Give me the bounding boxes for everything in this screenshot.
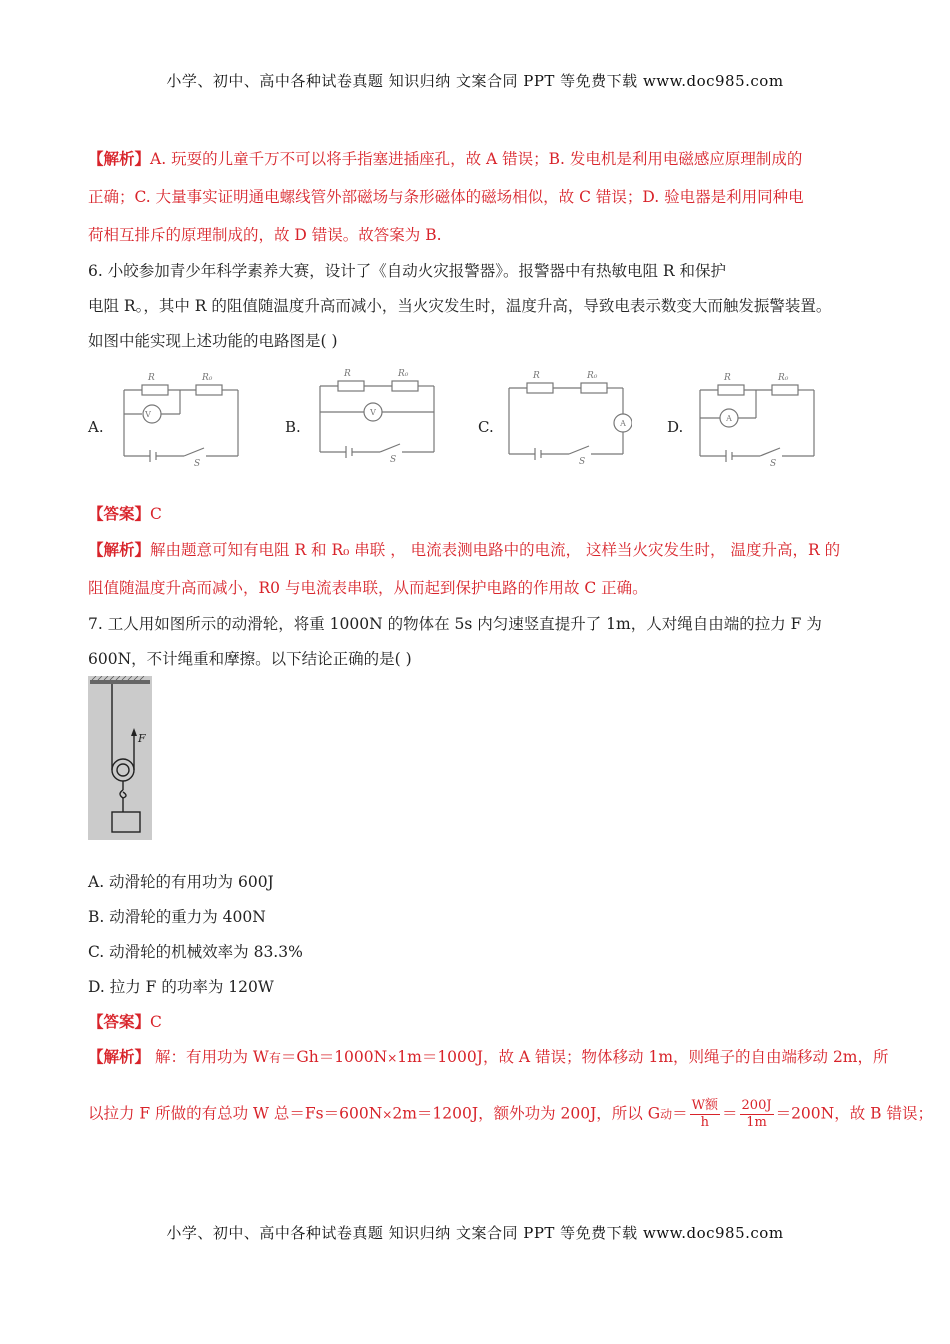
- q7-answer-value: C: [150, 1013, 162, 1031]
- resistor-r0-label: R₀: [778, 373, 789, 383]
- fraction-numerator: W额: [691, 1098, 719, 1113]
- q7-stem-line-2: 600N，不计绳重和摩擦。以下结论正确的是( ): [88, 650, 412, 668]
- resistor-r-label: R: [148, 373, 155, 383]
- q6-stem-line-3: 如图中能实现上述功能的电路图是( ): [88, 332, 338, 350]
- answer-label: 【答案】: [88, 504, 151, 523]
- force-f-label: F: [138, 732, 146, 745]
- page-header: 小学、初中、高中各种试卷真题 知识归纳 文案合同 PPT 等免费下载 www.doc985.com: [166, 72, 784, 90]
- q7-analysis-text: ＝200N，故 B 错误；: [775, 1104, 933, 1123]
- fraction-200j-over-1m: [740, 1098, 774, 1131]
- switch-label: S: [770, 459, 777, 466]
- q7-analysis-text: ＝Gh＝1000N: [280, 1048, 388, 1066]
- resistor-r-label: R: [344, 369, 351, 379]
- q7-analysis-text: ，额外功为 200J，所以 G: [478, 1104, 661, 1123]
- q6-analysis-text-1: 解由题意可知有电阻 R 和 R₀ 串联 ， 电流表测电路中的电流， 这样当火灾发生时， 温度升高，R 的: [150, 541, 841, 559]
- resistor-r0-label: R₀: [587, 371, 598, 381]
- circuit-diagram-b: [308, 362, 443, 462]
- pulley-photo: [88, 676, 152, 840]
- fraction-w-over-h: [690, 1098, 720, 1131]
- answer-label: 【答案】: [88, 1012, 151, 1031]
- q7-option-b: B. 动滑轮的重力为 400N: [88, 908, 266, 926]
- q7-analysis-text: 以拉力 F 所做的有总功 W 总＝Fs＝600N: [88, 1104, 383, 1123]
- resistor-r0-label: R₀: [202, 373, 213, 383]
- times-sign: ×: [387, 1051, 398, 1065]
- q5-analysis-line-1: [88, 147, 802, 169]
- q7-option-a: A. 动滑轮的有用功为 600J: [88, 873, 274, 891]
- q7-option-d: D. 拉力 F 的功率为 120W: [88, 978, 274, 996]
- q6-option-a: A.: [88, 418, 104, 436]
- q7-stem-line-1: 7. 工人用如图所示的动滑轮，将重 1000N 的物体在 5s 内匀速竖直提升了 1m，人对绳自由端的拉力 F 为: [88, 615, 822, 633]
- q6-analysis-line-2: 阻值随温度升高而减小，R0 与电流表串联，从而起到保护电路的作用故 C 正确。: [88, 579, 648, 597]
- ammeter-label: A: [726, 414, 732, 423]
- analysis-label: 【解析】: [88, 149, 151, 168]
- q7-answer: [88, 1010, 162, 1032]
- fraction-denominator: h: [700, 1115, 710, 1130]
- voltmeter-label: V: [370, 408, 376, 417]
- fraction-denominator: 1m: [746, 1115, 767, 1130]
- ammeter-label: A: [620, 419, 626, 428]
- switch-label: S: [579, 457, 586, 464]
- circuit-diagram-a: [112, 366, 247, 466]
- circuit-diagram-d: [688, 366, 823, 466]
- resistor-r-label: R: [533, 371, 540, 381]
- analysis-label: 【解析】: [88, 540, 151, 559]
- q7-analysis-text: 2m＝1200J: [392, 1104, 479, 1123]
- q7-analysis-text: 1m＝1000J，故 A 错误；物体移动 1m，则绳子的自由端移动 2m，所: [397, 1048, 889, 1066]
- q6-option-b: B.: [285, 418, 301, 436]
- analysis-label: 【解析】: [88, 1047, 151, 1066]
- fraction-numerator: 200J: [741, 1098, 772, 1113]
- q6-option-d: D.: [667, 418, 684, 436]
- q7-option-c: C. 动滑轮的机械效率为 83.3%: [88, 943, 303, 961]
- q6-stem-line-1: 6. 小皎参加青少年科学素养大赛，设计了《自动火灾报警器》。报警器中有热敏电阻 R 和保护: [88, 262, 726, 280]
- times-sign: ×: [382, 1107, 393, 1122]
- resistor-r0-label: R₀: [398, 369, 409, 379]
- q5-analysis-line-3: 荷相互排斥的原理制成的，故 D 错误。故答案为 B.: [88, 226, 442, 244]
- subscript: 动: [660, 1107, 673, 1122]
- page-footer: 小学、初中、高中各种试卷真题 知识归纳 文案合同 PPT 等免费下载 www.doc985.com: [166, 1224, 784, 1242]
- equals-sign: ＝: [722, 1104, 738, 1123]
- q5-analysis-text-1: A. 玩耍的儿童千万不可以将手指塞进插座孔，故 A 错误；B. 发电机是利用电磁感应原理制成的: [150, 150, 803, 168]
- q6-analysis-line-1: [88, 538, 840, 560]
- voltmeter-label: V: [145, 410, 151, 419]
- q6-answer: [88, 502, 162, 524]
- q5-analysis-line-2: 正确；C. 大量事实证明通电螺线管外部磁场与条形磁体的磁场相似，故 C 错误；D. 验电器是利用同种电: [88, 188, 804, 206]
- q7-analysis-text: 解：有用功为 W: [150, 1048, 269, 1066]
- switch-label: S: [194, 459, 201, 466]
- q7-analysis-line-1: [88, 1045, 889, 1067]
- pulley-diagram: [88, 676, 152, 840]
- q6-answer-value: C: [150, 505, 162, 523]
- resistor-r-label: R: [724, 373, 731, 383]
- subscript: 有: [268, 1051, 281, 1065]
- equals-sign: ＝: [672, 1104, 688, 1123]
- q7-analysis-line-2: [88, 1098, 933, 1131]
- q6-stem-line-2: 电阻 R。，其中 R 的阻值随温度升高而减小，当火灾发生时，温度升高，导致电表示数变大而触发振警装置。: [88, 297, 832, 315]
- switch-label: S: [390, 455, 397, 462]
- circuit-diagram-c: [497, 364, 632, 464]
- q6-option-c: C.: [478, 418, 494, 436]
